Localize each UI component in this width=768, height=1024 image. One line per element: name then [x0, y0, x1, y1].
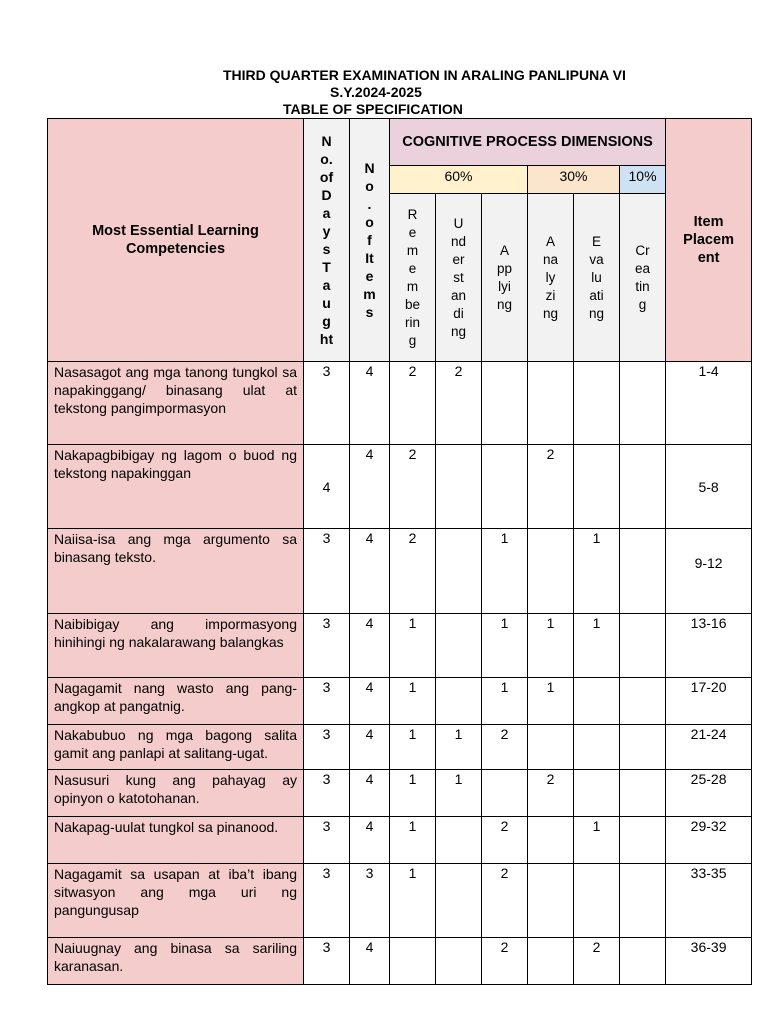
competency-cell: Naibibigay ang impormasyong hinihingi ng nakalarawang balangkas	[48, 614, 304, 678]
school-year: S.Y.2024-2025	[330, 84, 422, 100]
pct-30: 30%	[528, 166, 620, 194]
app-cell: 2	[482, 725, 528, 770]
table-title: TABLE OF SPECIFICATION	[283, 101, 463, 117]
cre-cell	[620, 938, 666, 985]
rem-cell: 1	[390, 725, 436, 770]
days-taught-header: N o. of D a y s T a u g ht	[304, 119, 350, 362]
eva-cell	[574, 725, 620, 770]
remembering-header: R e m e m be rin g	[390, 194, 436, 362]
eva-cell	[574, 864, 620, 938]
exam-title: THIRD QUARTER EXAMINATION IN ARALING PANLIPUNA VI	[223, 67, 626, 83]
cre-cell	[620, 770, 666, 817]
cre-cell	[620, 725, 666, 770]
rem-cell: 1	[390, 678, 436, 725]
days-cell: 3	[304, 614, 350, 678]
table-row	[48, 770, 752, 817]
ana-cell	[528, 529, 574, 614]
table-row	[48, 445, 752, 529]
cre-cell	[620, 362, 666, 445]
item-placement-cell: 13-16	[666, 614, 752, 678]
items-cell: 4	[350, 725, 390, 770]
days-cell: 3	[304, 678, 350, 725]
item-placement-cell: 25-28	[666, 770, 752, 817]
und-cell: 1	[436, 725, 482, 770]
eva-cell: 2	[574, 938, 620, 985]
competency-cell: Nasusuri kung ang pahayag ay opinyon o katotohanan.	[48, 770, 304, 817]
competency-cell: Nakabubuo ng mga bagong salita gamit ang panlapi at salitang-ugat.	[48, 725, 304, 770]
applying-header: A pp lyi ng	[482, 194, 528, 362]
app-cell: 1	[482, 614, 528, 678]
cre-cell	[620, 445, 666, 529]
days-cell: 3	[304, 864, 350, 938]
rem-cell: 1	[390, 864, 436, 938]
und-cell	[436, 529, 482, 614]
items-cell: 4	[350, 362, 390, 445]
ana-cell: 2	[528, 445, 574, 529]
no-of-items-header: N o . o f It e m s	[350, 119, 390, 362]
und-cell	[436, 614, 482, 678]
items-cell: 4	[350, 938, 390, 985]
app-cell: 1	[482, 529, 528, 614]
ana-cell: 1	[528, 678, 574, 725]
item-placement-cell: 33-35	[666, 864, 752, 938]
days-cell: 3	[304, 725, 350, 770]
analyzing-header: A na ly zi ng	[528, 194, 574, 362]
eva-cell	[574, 770, 620, 817]
app-cell	[482, 362, 528, 445]
evaluating-header: E va lu ati ng	[574, 194, 620, 362]
specification-table	[47, 118, 752, 985]
item-placement-cell: 9-12	[666, 529, 752, 614]
competency-cell: Naiisa-isa ang mga argumento sa binasang teksto.	[48, 529, 304, 614]
days-cell: 3	[304, 770, 350, 817]
eva-cell	[574, 445, 620, 529]
rem-cell: 2	[390, 529, 436, 614]
table-row	[48, 938, 752, 985]
und-cell: 2	[436, 362, 482, 445]
ana-cell	[528, 362, 574, 445]
table-row	[48, 362, 752, 445]
eva-cell	[574, 678, 620, 725]
item-placement-cell: 1-4	[666, 362, 752, 445]
days-cell: 3	[304, 817, 350, 864]
item-placement-cell: 29-32	[666, 817, 752, 864]
und-cell	[436, 864, 482, 938]
cognitive-header: COGNITIVE PROCESS DIMENSIONS	[390, 119, 666, 166]
cre-cell	[620, 614, 666, 678]
rem-cell: 1	[390, 770, 436, 817]
table-row	[48, 529, 752, 614]
und-cell	[436, 938, 482, 985]
app-cell: 2	[482, 817, 528, 864]
und-cell	[436, 817, 482, 864]
eva-cell: 1	[574, 614, 620, 678]
item-placement-cell: 5-8	[666, 445, 752, 529]
cre-cell	[620, 864, 666, 938]
app-cell: 2	[482, 864, 528, 938]
ana-cell	[528, 938, 574, 985]
und-cell: 1	[436, 770, 482, 817]
table-row	[48, 864, 752, 938]
items-cell: 4	[350, 529, 390, 614]
pct-60: 60%	[390, 166, 528, 194]
ana-cell	[528, 864, 574, 938]
rem-cell: 2	[390, 362, 436, 445]
rem-cell: 1	[390, 614, 436, 678]
app-cell	[482, 445, 528, 529]
table-row	[48, 725, 752, 770]
item-placement-cell: 36-39	[666, 938, 752, 985]
app-cell: 1	[482, 678, 528, 725]
eva-cell	[574, 362, 620, 445]
eva-cell: 1	[574, 529, 620, 614]
competency-cell: Nakapag-uulat tungkol sa pinanood.	[48, 817, 304, 864]
competency-cell: Nasasagot ang mga tanong tungkol sa napakinggang/ binasang ulat at tekstong pangimpormasyon	[48, 362, 304, 445]
cre-cell	[620, 678, 666, 725]
table-row	[48, 678, 752, 725]
days-cell: 3	[304, 362, 350, 445]
rem-cell: 2	[390, 445, 436, 529]
days-cell: 3	[304, 529, 350, 614]
item-placement-header: Item Placem ent	[666, 119, 752, 362]
ana-cell: 2	[528, 770, 574, 817]
app-cell	[482, 770, 528, 817]
ana-cell	[528, 817, 574, 864]
days-cell: 4	[304, 445, 350, 529]
ana-cell	[528, 725, 574, 770]
rem-cell: 1	[390, 817, 436, 864]
pct-10: 10%	[620, 166, 666, 194]
items-cell: 3	[350, 864, 390, 938]
und-cell	[436, 445, 482, 529]
days-cell: 3	[304, 938, 350, 985]
items-cell: 4	[350, 614, 390, 678]
items-cell: 4	[350, 817, 390, 864]
table-row	[48, 817, 752, 864]
rem-cell	[390, 938, 436, 985]
table-row	[48, 614, 752, 678]
understanding-header: U nd er st an di ng	[436, 194, 482, 362]
item-placement-cell: 17-20	[666, 678, 752, 725]
competency-cell: Nagagamit nang wasto ang pang-angkop at pangatnig.	[48, 678, 304, 725]
und-cell	[436, 678, 482, 725]
cre-cell	[620, 529, 666, 614]
ana-cell: 1	[528, 614, 574, 678]
competency-cell: Nagagamit sa usapan at iba’t ibang sitwasyon ang mga uri ng pangungusap	[48, 864, 304, 938]
items-cell: 4	[350, 770, 390, 817]
competency-cell: Naiuugnay ang binasa sa sariling karanasan.	[48, 938, 304, 985]
creating-header: Cr ea tin g	[620, 194, 666, 362]
item-placement-cell: 21-24	[666, 725, 752, 770]
competency-cell: Nakapagbibigay ng lagom o buod ng tekstong napakinggan	[48, 445, 304, 529]
items-cell: 4	[350, 445, 390, 529]
app-cell: 2	[482, 938, 528, 985]
eva-cell: 1	[574, 817, 620, 864]
competency-header: Most Essential Learning Competencies	[48, 119, 304, 362]
cre-cell	[620, 817, 666, 864]
items-cell: 4	[350, 678, 390, 725]
